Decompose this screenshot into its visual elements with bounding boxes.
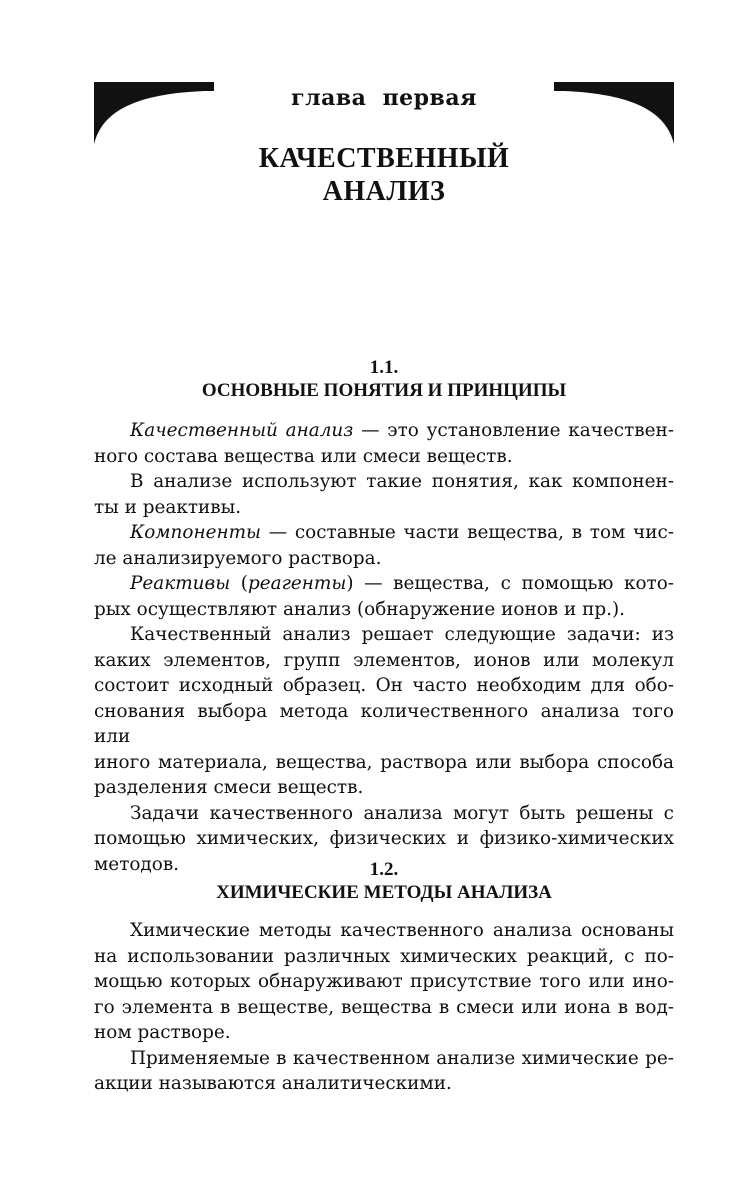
section-2-number: 1.2. xyxy=(369,859,399,880)
text-line: Применяемые в качественном анализе химические ре- xyxy=(130,1047,674,1069)
text-line: рых осуществляют анализ (обнаружение ионов и пр.). xyxy=(94,598,625,620)
term-italic: реагенты xyxy=(247,573,347,594)
chapter-label: глава первая xyxy=(291,85,477,111)
text-line xyxy=(94,418,674,444)
section-2-title: ХИМИЧЕСКИЕ МЕТОДЫ АНАЛИЗА xyxy=(216,882,552,903)
chapter-title-line2: АНАЛИЗ xyxy=(322,176,446,207)
text-line: методов. xyxy=(94,853,180,875)
text-line xyxy=(94,520,674,546)
text-line: акции называются аналитическими. xyxy=(94,1073,452,1094)
text-line: ном растворе. xyxy=(94,1022,231,1043)
section-1-heading xyxy=(94,356,674,402)
text-line: состоит исходный образец. Он часто необходим для обо- xyxy=(94,675,674,696)
text-line: иного материала, вещества, раствора или выбора способа xyxy=(94,751,674,773)
text-line: снования выбора метода количественного анализа того или xyxy=(94,700,674,747)
text-line: Качественный анализ решает следующие задачи: из xyxy=(130,624,674,645)
section-1-number: 1.1. xyxy=(369,357,399,378)
section-1-title: ОСНОВНЫЕ ПОНЯТИЯ И ПРИНЦИПЫ xyxy=(201,380,567,401)
text-line: каких элементов, групп элементов, ионов или молекул xyxy=(94,649,674,671)
chapter-title-line1: КАЧЕСТВЕННЫЙ xyxy=(258,143,510,174)
text-line: го элемента в веществе, вещества в смеси или иона в вод- xyxy=(94,996,674,1018)
text-line: В анализе используют такие понятия, как компонен- xyxy=(130,471,674,492)
section-2-body xyxy=(94,918,674,1097)
section-1-body xyxy=(94,418,674,877)
text-line: на использовании различных химических реакций, с по- xyxy=(94,945,674,967)
text-line: ты и реактивы. xyxy=(94,496,242,518)
text-line: мощью которых обнаруживают присутствие того или ино- xyxy=(94,971,674,992)
text-line xyxy=(94,571,674,597)
text-line: Задачи качественного анализа могут быть решены с xyxy=(130,802,674,824)
text-fragment: ) — вещества, с помощью кото- xyxy=(346,573,674,594)
text-line: помощью химических, физических и физико-химических xyxy=(94,828,674,849)
term-italic: Реактивы xyxy=(130,573,231,594)
text-line: разделения смеси веществ. xyxy=(94,777,364,798)
chapter-banner xyxy=(94,82,674,144)
chapter-title xyxy=(94,142,674,208)
term-italic: Компоненты xyxy=(130,522,261,543)
text-fragment: — составные части вещества, в том чис- xyxy=(261,522,674,543)
section-2-heading xyxy=(94,858,674,904)
text-line: ного состава вещества или смеси веществ. xyxy=(94,445,513,467)
text-line: ле анализируемого раствора. xyxy=(94,547,382,569)
text-fragment: ( xyxy=(230,573,248,594)
term-italic: Качественный анализ xyxy=(130,420,354,441)
text-fragment: — это установление качествен- xyxy=(353,420,674,441)
text-line: Химические методы качественного анализа основаны xyxy=(130,920,674,941)
